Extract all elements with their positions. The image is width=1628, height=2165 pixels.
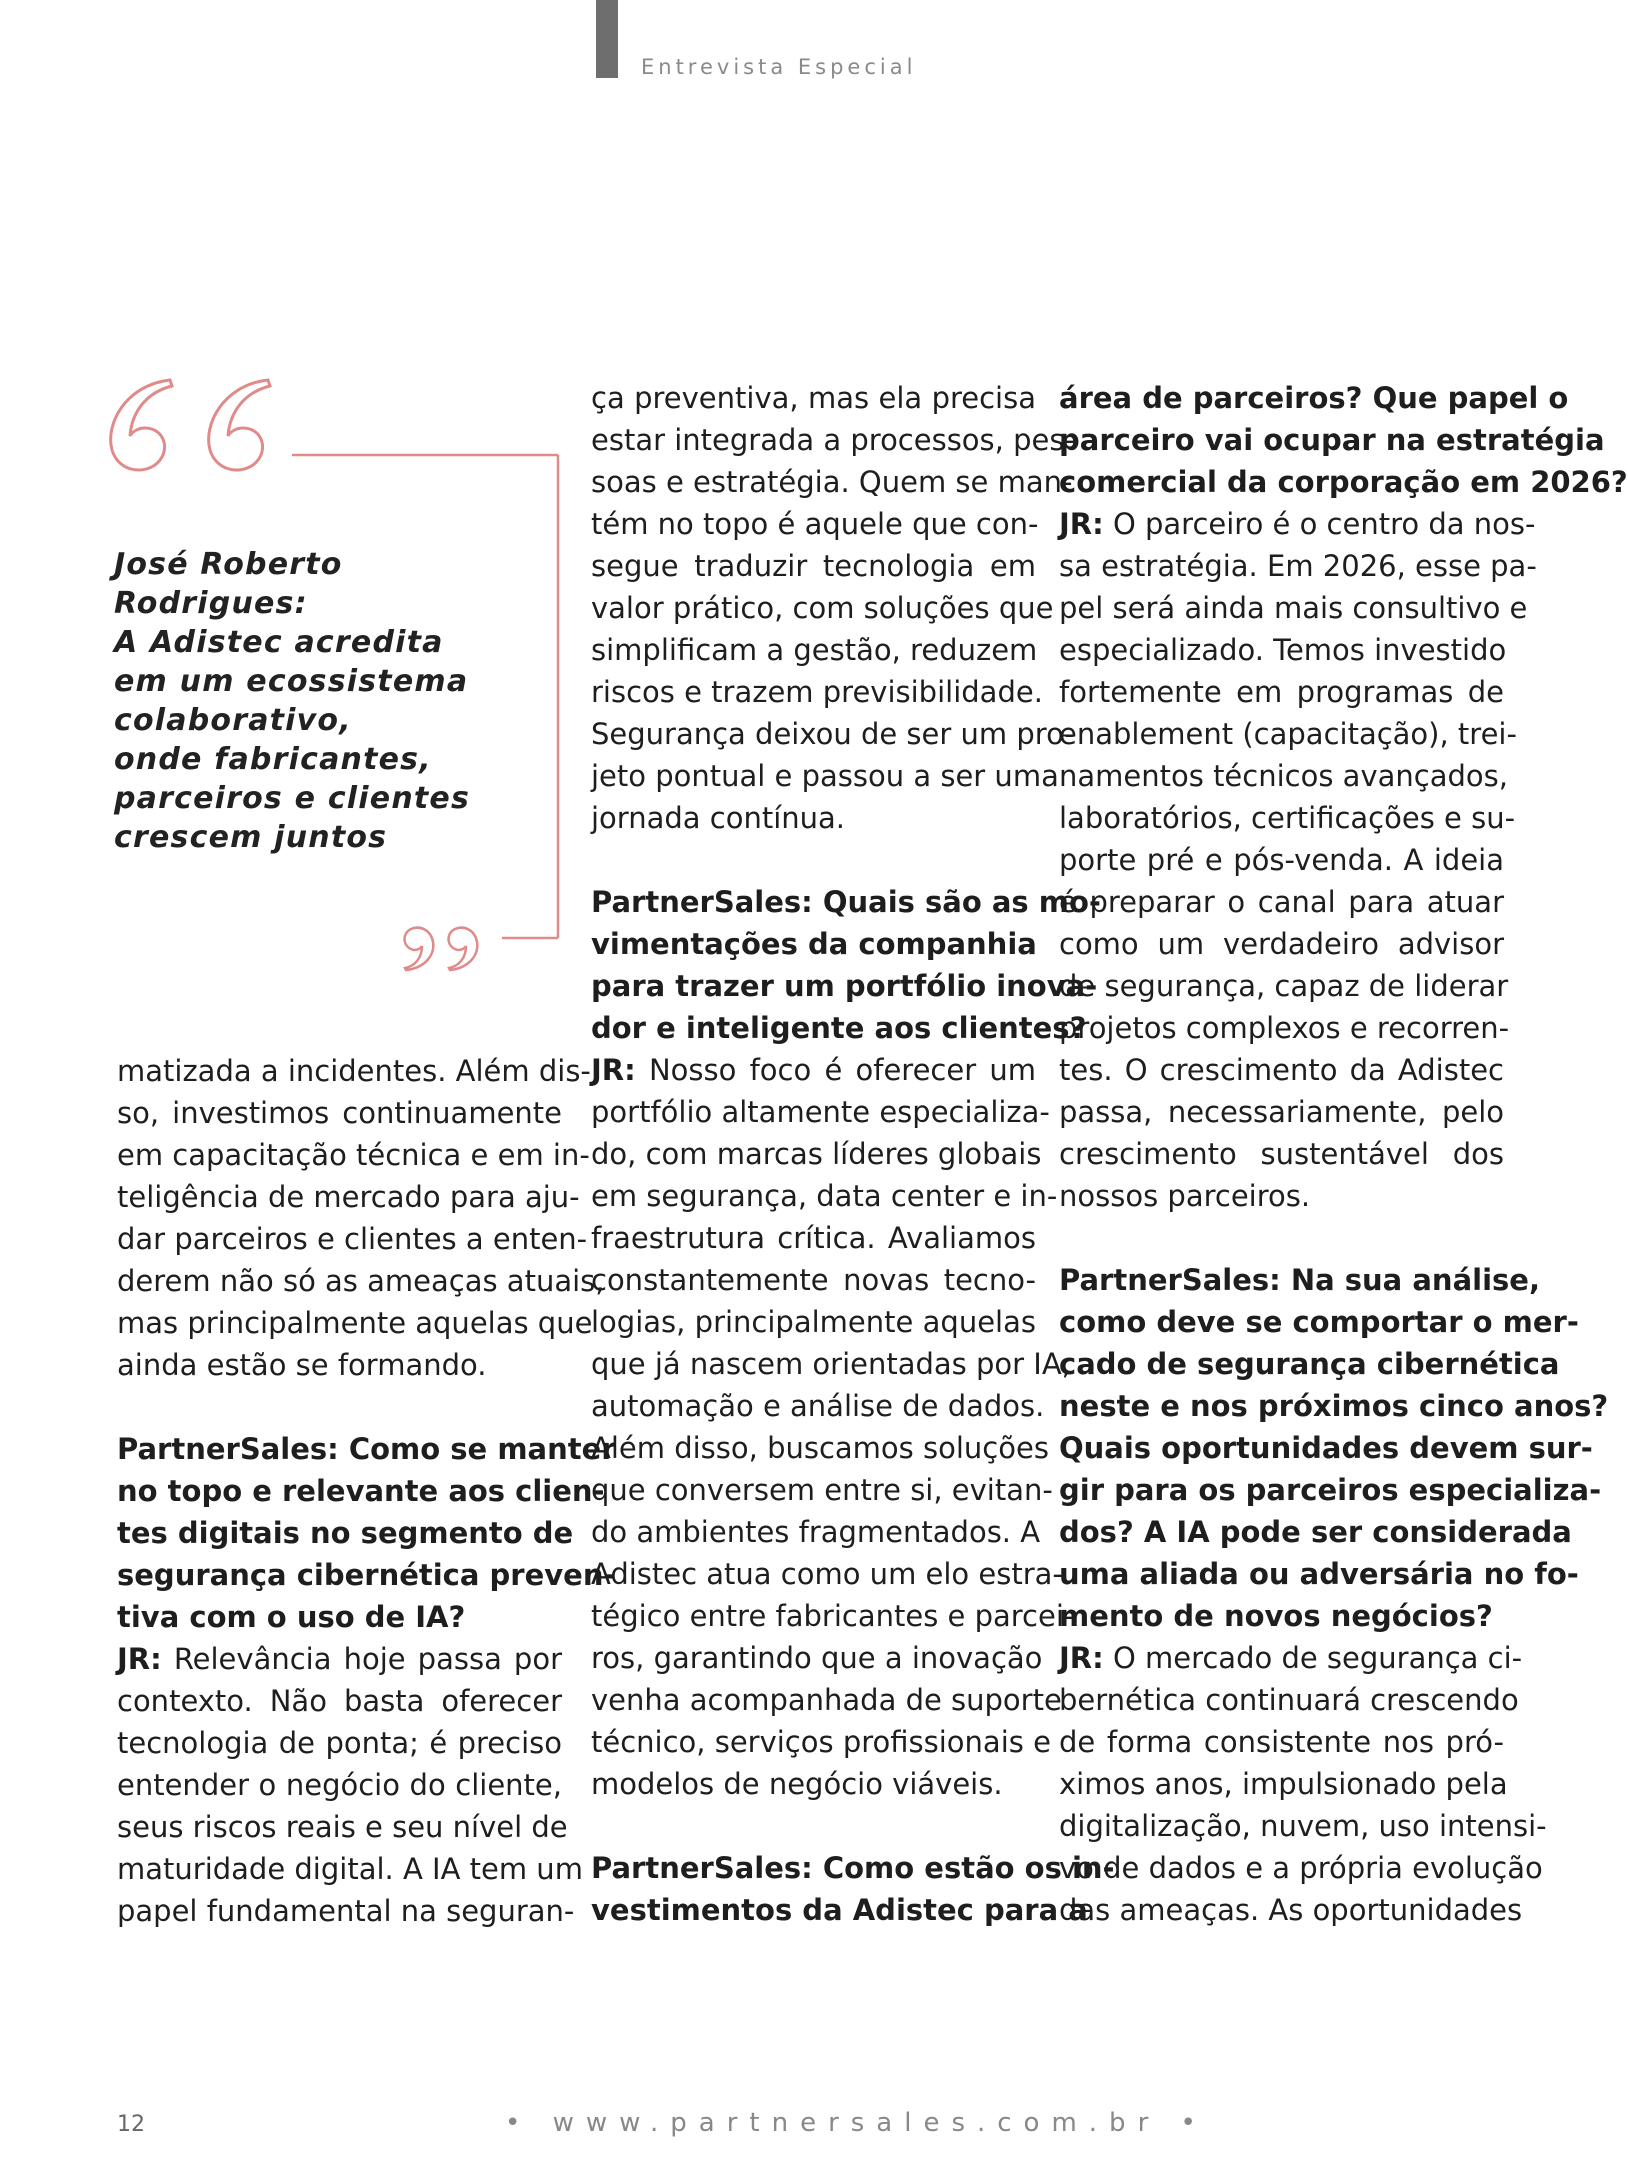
text-line (117, 1638, 562, 1680)
text-line: derem não só as ameaças atuais, (117, 1264, 605, 1298)
text-line: enablement (capacitação), trei- (1059, 717, 1517, 751)
pull-quote-line: colaborativo, (114, 703, 352, 738)
text-line: fraestrutura crítica. Avaliamos (591, 1221, 1036, 1255)
question-line: uma aliada ou adversária no fo- (1059, 1557, 1579, 1591)
text-line: Adistec atua como um elo estra- (591, 1557, 1063, 1591)
text-line: laboratórios, certificações e su- (1059, 801, 1516, 835)
question-line: tiva com o uso de IA? (117, 1600, 466, 1634)
text-line: contexto. Não basta oferecer (117, 1684, 562, 1718)
question-line: neste e nos próximos cinco anos? (1059, 1389, 1609, 1423)
pull-quote-line: José Roberto (114, 547, 343, 582)
text-line: em capacitação técnica e em in- (117, 1138, 590, 1172)
answer-text: Relevância hoje passa por (173, 1642, 563, 1676)
pull-quote-line: parceiros e clientes (114, 781, 471, 816)
text-line: riscos e trazem previsibilidade. (591, 675, 1043, 709)
text-line: das ameaças. As oportunidades (1059, 1893, 1523, 1927)
question-line: vestimentos da Adistec para a (591, 1893, 1088, 1927)
text-line: venha acompanhada de suporte (591, 1683, 1062, 1717)
text-line: constantemente novas tecno- (591, 1263, 1036, 1297)
text-line: segue traduzir tecnologia em (591, 549, 1036, 583)
text-line: dar parceiros e clientes a enten- (117, 1222, 588, 1256)
text-line: soas e estratégia. Quem se man- (591, 465, 1073, 499)
text-line: pel será ainda mais consultivo e (1059, 591, 1528, 625)
text-line: como um verdadeiro advisor (1059, 927, 1504, 961)
question-line: PartnerSales: Quais são as mo- (591, 885, 1101, 919)
text-line: logias, principalmente aquelas (591, 1305, 1036, 1339)
text-line: passa, necessariamente, pelo (1059, 1095, 1504, 1129)
text-line: digitalização, nuvem, uso intensi- (1059, 1809, 1547, 1843)
question-line: Quais oportunidades devem sur- (1059, 1431, 1593, 1465)
speaker-label: JR: (1059, 1641, 1104, 1675)
question-line: cado de segurança cibernética (1059, 1347, 1560, 1381)
text-line: Segurança deixou de ser um pro- (591, 717, 1075, 751)
question-line: dor e inteligente aos clientes? (591, 1011, 1087, 1045)
question-line: mento de novos negócios? (1059, 1599, 1493, 1633)
speaker-label: JR: (591, 1053, 636, 1087)
text-line: crescimento sustentável dos (1059, 1137, 1504, 1171)
text-line: modelos de negócio viáveis. (591, 1767, 1003, 1801)
close-quote-icon (405, 928, 478, 970)
text-line: de forma consistente nos pró- (1059, 1725, 1504, 1759)
text-line: valor prático, com soluções que (591, 591, 1054, 625)
text-line (1059, 1637, 1523, 1679)
text-line: bernética continuará crescendo (1059, 1683, 1519, 1717)
question-line: parceiro vai ocupar na estratégia (1059, 423, 1605, 457)
question-line: como deve se comportar o mer- (1059, 1305, 1579, 1339)
speaker-label: JR: (117, 1642, 162, 1676)
text-line: ximos anos, impulsionado pela (1059, 1767, 1508, 1801)
text-line: automação e análise de dados. (591, 1389, 1045, 1423)
text-line: vo de dados e a própria evolução (1059, 1851, 1543, 1885)
question-line: segurança cibernética preven- (117, 1558, 616, 1592)
text-line: maturidade digital. A IA tem um (117, 1852, 583, 1886)
pull-quote-line: crescem juntos (114, 820, 388, 855)
question-line: dos? A IA pode ser considerada (1059, 1515, 1572, 1549)
paragraph-gap (117, 1386, 562, 1428)
text-line: especializado. Temos investido (1059, 633, 1507, 667)
open-quote-icon (111, 380, 270, 470)
text-line: jornada contínua. (591, 801, 846, 835)
question-line: gir para os parceiros especializa- (1059, 1473, 1602, 1507)
text-line: teligência de mercado para aju- (117, 1180, 580, 1214)
text-line: seus riscos reais e seu nível de (117, 1810, 568, 1844)
text-line: entender o negócio do cliente, (117, 1768, 562, 1802)
text-line: tém no topo é aquele que con- (591, 507, 1039, 541)
pull-quote-line: em um ecossistema (114, 664, 469, 699)
pull-quote-line: A Adistec acredita (114, 625, 444, 660)
section-label: Entrevista Especial (641, 55, 917, 79)
text-line: simplificam a gestão, reduzem (591, 633, 1038, 667)
pull-quote (114, 545, 471, 857)
text-line (1059, 503, 1536, 545)
text-line: fortemente em programas de (1059, 675, 1504, 709)
pull-quote-line: onde fabricantes, (114, 742, 432, 777)
text-line: técnico, serviços profissionais e (591, 1725, 1051, 1759)
text-line: projetos complexos e recorren- (1059, 1011, 1510, 1045)
paragraph-gap (1059, 1217, 1504, 1259)
text-line: so, investimos continuamente (117, 1096, 562, 1130)
text-line: ainda estão se formando. (117, 1348, 487, 1382)
page-number: 12 (117, 2112, 145, 2137)
text-line: ça preventiva, mas ela precisa (591, 381, 1036, 415)
question-line: comercial da corporação em 2026? (1059, 465, 1628, 499)
question-line: PartnerSales: Como se manter (117, 1432, 616, 1466)
pull-quote-line: Rodrigues: (114, 586, 308, 621)
text-line (591, 1049, 1036, 1091)
question-line: no topo e relevante aos clien- (117, 1474, 605, 1508)
text-line: sa estratégia. Em 2026, esse pa- (1059, 549, 1537, 583)
text-line: matizada a incidentes. Além dis- (117, 1054, 591, 1088)
text-line: do, com marcas líderes globais (591, 1137, 1042, 1171)
text-line: tecnologia de ponta; é preciso (117, 1726, 562, 1760)
answer-text: O parceiro é o centro da nos- (1112, 507, 1536, 541)
question-line: área de parceiros? Que papel o (1059, 381, 1569, 415)
text-line: mas principalmente aquelas que (117, 1306, 593, 1340)
text-line: que já nascem orientadas por IA, (591, 1347, 1071, 1381)
text-line: estar integrada a processos, pes- (591, 423, 1075, 457)
question-line: tes digitais no segmento de (117, 1516, 574, 1550)
text-line: portfólio altamente especializa- (591, 1095, 1050, 1129)
text-line: em segurança, data center e in- (591, 1179, 1058, 1213)
text-line: jeto pontual e passou a ser uma (591, 759, 1059, 793)
text-line: ros, garantindo que a inovação (591, 1641, 1043, 1675)
header-accent-bar (596, 0, 618, 78)
paragraph-gap (591, 1805, 1036, 1847)
answer-text: O mercado de segurança ci- (1112, 1641, 1523, 1675)
text-line: nossos parceiros. (1059, 1179, 1311, 1213)
text-line: namentos técnicos avançados, (1059, 759, 1508, 793)
question-line: vimentações da companhia (591, 927, 1037, 961)
text-line: Além disso, buscamos soluções (591, 1431, 1049, 1465)
paragraph-gap (591, 839, 1036, 881)
speaker-label: JR: (1059, 507, 1104, 541)
question-line: para trazer um portfólio inova- (591, 969, 1098, 1003)
question-line: PartnerSales: Como estão os in- (591, 1851, 1115, 1885)
text-line: é preparar o canal para atuar (1059, 885, 1504, 919)
text-line: que conversem entre si, evitan- (591, 1473, 1053, 1507)
text-line: do ambientes fragmentados. A (591, 1515, 1041, 1549)
footer-website-url: • www.partnersales.com.br • (505, 2108, 1208, 2138)
article-column-2 (591, 377, 1115, 1931)
question-line: PartnerSales: Na sua análise, (1059, 1263, 1540, 1297)
answer-text: Nosso foco é oferecer um (648, 1053, 1037, 1087)
text-line: tégico entre fabricantes e parcei- (591, 1599, 1075, 1633)
text-line: tes. O crescimento da Adistec (1059, 1053, 1504, 1087)
text-line: porte pré e pós-venda. A ideia (1059, 843, 1504, 877)
text-line: papel fundamental na seguran- (117, 1894, 575, 1928)
article-column-1 (117, 1050, 616, 1932)
article-column-3 (1059, 377, 1628, 1931)
text-line: de segurança, capaz de liderar (1059, 969, 1509, 1003)
